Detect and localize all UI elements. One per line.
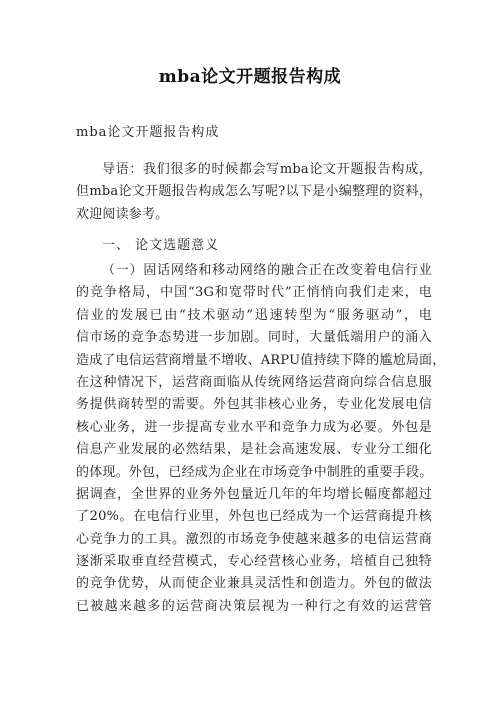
paragraph-line: 已被越来越多的运营商决策层视为一种行之有效的运营管 — [76, 598, 432, 614]
paragraph-line: 的竞争优势，从而使企业兼具灵活性和创造力。外包的做法 — [76, 576, 432, 592]
intro-line: 欢迎阅读参考。 — [76, 206, 169, 222]
paragraph-line: 了20%。在电信行业里，外包也已经成为一个运营商提升核 — [76, 509, 432, 525]
paragraph-line: 心竞争力的工具。激烈的市场竞争使越来越多的电信运营商 — [76, 531, 432, 547]
body-paragraph — [76, 260, 446, 618]
intro-paragraph — [76, 159, 432, 226]
document-subtitle: mba论文开题报告构成 — [76, 125, 220, 140]
document-title: mba论文开题报告构成 — [158, 67, 342, 87]
intro-line: 导语：我们很多的时候都会写mba论文开题报告构成， — [102, 162, 432, 177]
paragraph-line: 据调查，全世界的业务外包量近几年的年均增长幅度都超过 — [76, 486, 432, 502]
paragraph-line: 在这种情况下，运营商面临从传统网络运营商向综合信息服 — [76, 374, 432, 390]
intro-line: 但mba论文开题报告构成怎么写呢?以下是小编整理的资料， — [76, 184, 432, 200]
section-heading: 一、 论文选题意义 — [102, 238, 220, 253]
paragraph-line: 的竞争格局，中国“3G和宽带时代”正悄悄向我们走来，电 — [76, 285, 432, 301]
paragraph-line: 逐渐采取垂直经营模式，专心经营核心业务，培植自己独特 — [76, 554, 432, 570]
paragraph-line: （一）固话网络和移动网络的融合正在改变着电信行业 — [102, 263, 432, 278]
paragraph-line: 信市场的竞争态势进一步加剧。同时，大量低端用户的涌入 — [76, 330, 432, 346]
paragraph-line: 务提供商转型的需要。外包其非核心业务，专业化发展电信 — [76, 397, 432, 413]
paragraph-line: 的体现。外包，已经成为企业在市场竞争中制胜的重要手段。 — [76, 464, 433, 480]
paragraph-line: 信业的发展已由“技术驱动”迅速转型为“服务驱动”，电 — [76, 307, 432, 323]
paragraph-line: 核心业务，进一步提高专业水平和竞争力成为必要。外包是 — [76, 419, 432, 435]
paragraph-line: 造成了电信运营商增量不增收、ARPU值持续下降的尴尬局面， — [76, 352, 446, 368]
paragraph-line: 信息产业发展的必然结果，是社会高速发展、专业分工细化 — [76, 442, 432, 458]
